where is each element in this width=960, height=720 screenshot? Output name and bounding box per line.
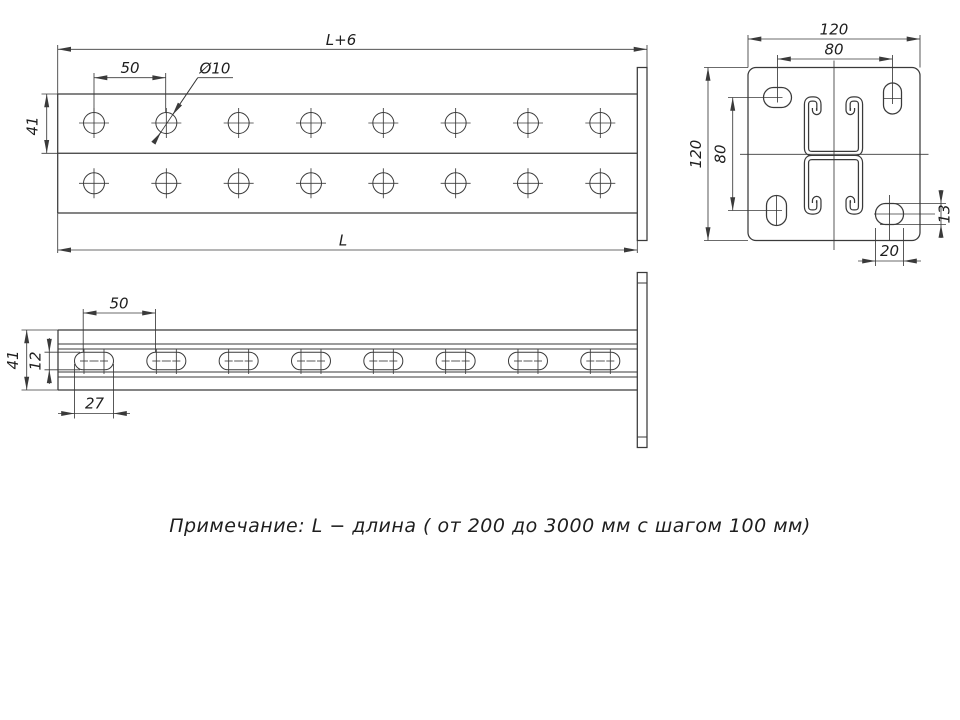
dim-slot-length-bottom-label: 27 (84, 394, 105, 413)
slot-pattern-bottom (75, 350, 620, 375)
dim-hole-diameter-label: Ø10 (199, 59, 231, 78)
front-view (24, 31, 648, 253)
dim-hole-spacing-left-label: 80 (711, 144, 730, 164)
dim-slot-pitch-label: 50 (109, 294, 129, 313)
dim-hole-spacing-top-label: 80 (824, 40, 844, 59)
dim-plate-width-label: 120 (819, 20, 849, 39)
dim-height-bottom-label: 41 (4, 350, 22, 370)
dim-overall-bottom-label: L (338, 231, 348, 250)
channel-cross-section (807, 99, 861, 212)
dim-slot-width-label: 12 (26, 351, 45, 371)
side-view (687, 21, 954, 267)
drawing-note: Примечание: L − длина ( от 200 до 3000 мм с шагом 100 мм) (169, 515, 811, 537)
dim-slot-length-label: 20 (879, 242, 900, 260)
dim-overall-top-label: L+6 (325, 31, 357, 49)
dim-plate-height-label: 120 (687, 139, 705, 169)
bottom-view (4, 273, 647, 448)
dim-height-front-label: 41 (23, 116, 42, 136)
dim-hole-pitch-label: 50 (120, 59, 140, 77)
dim-slot-height-label: 13 (935, 204, 954, 224)
